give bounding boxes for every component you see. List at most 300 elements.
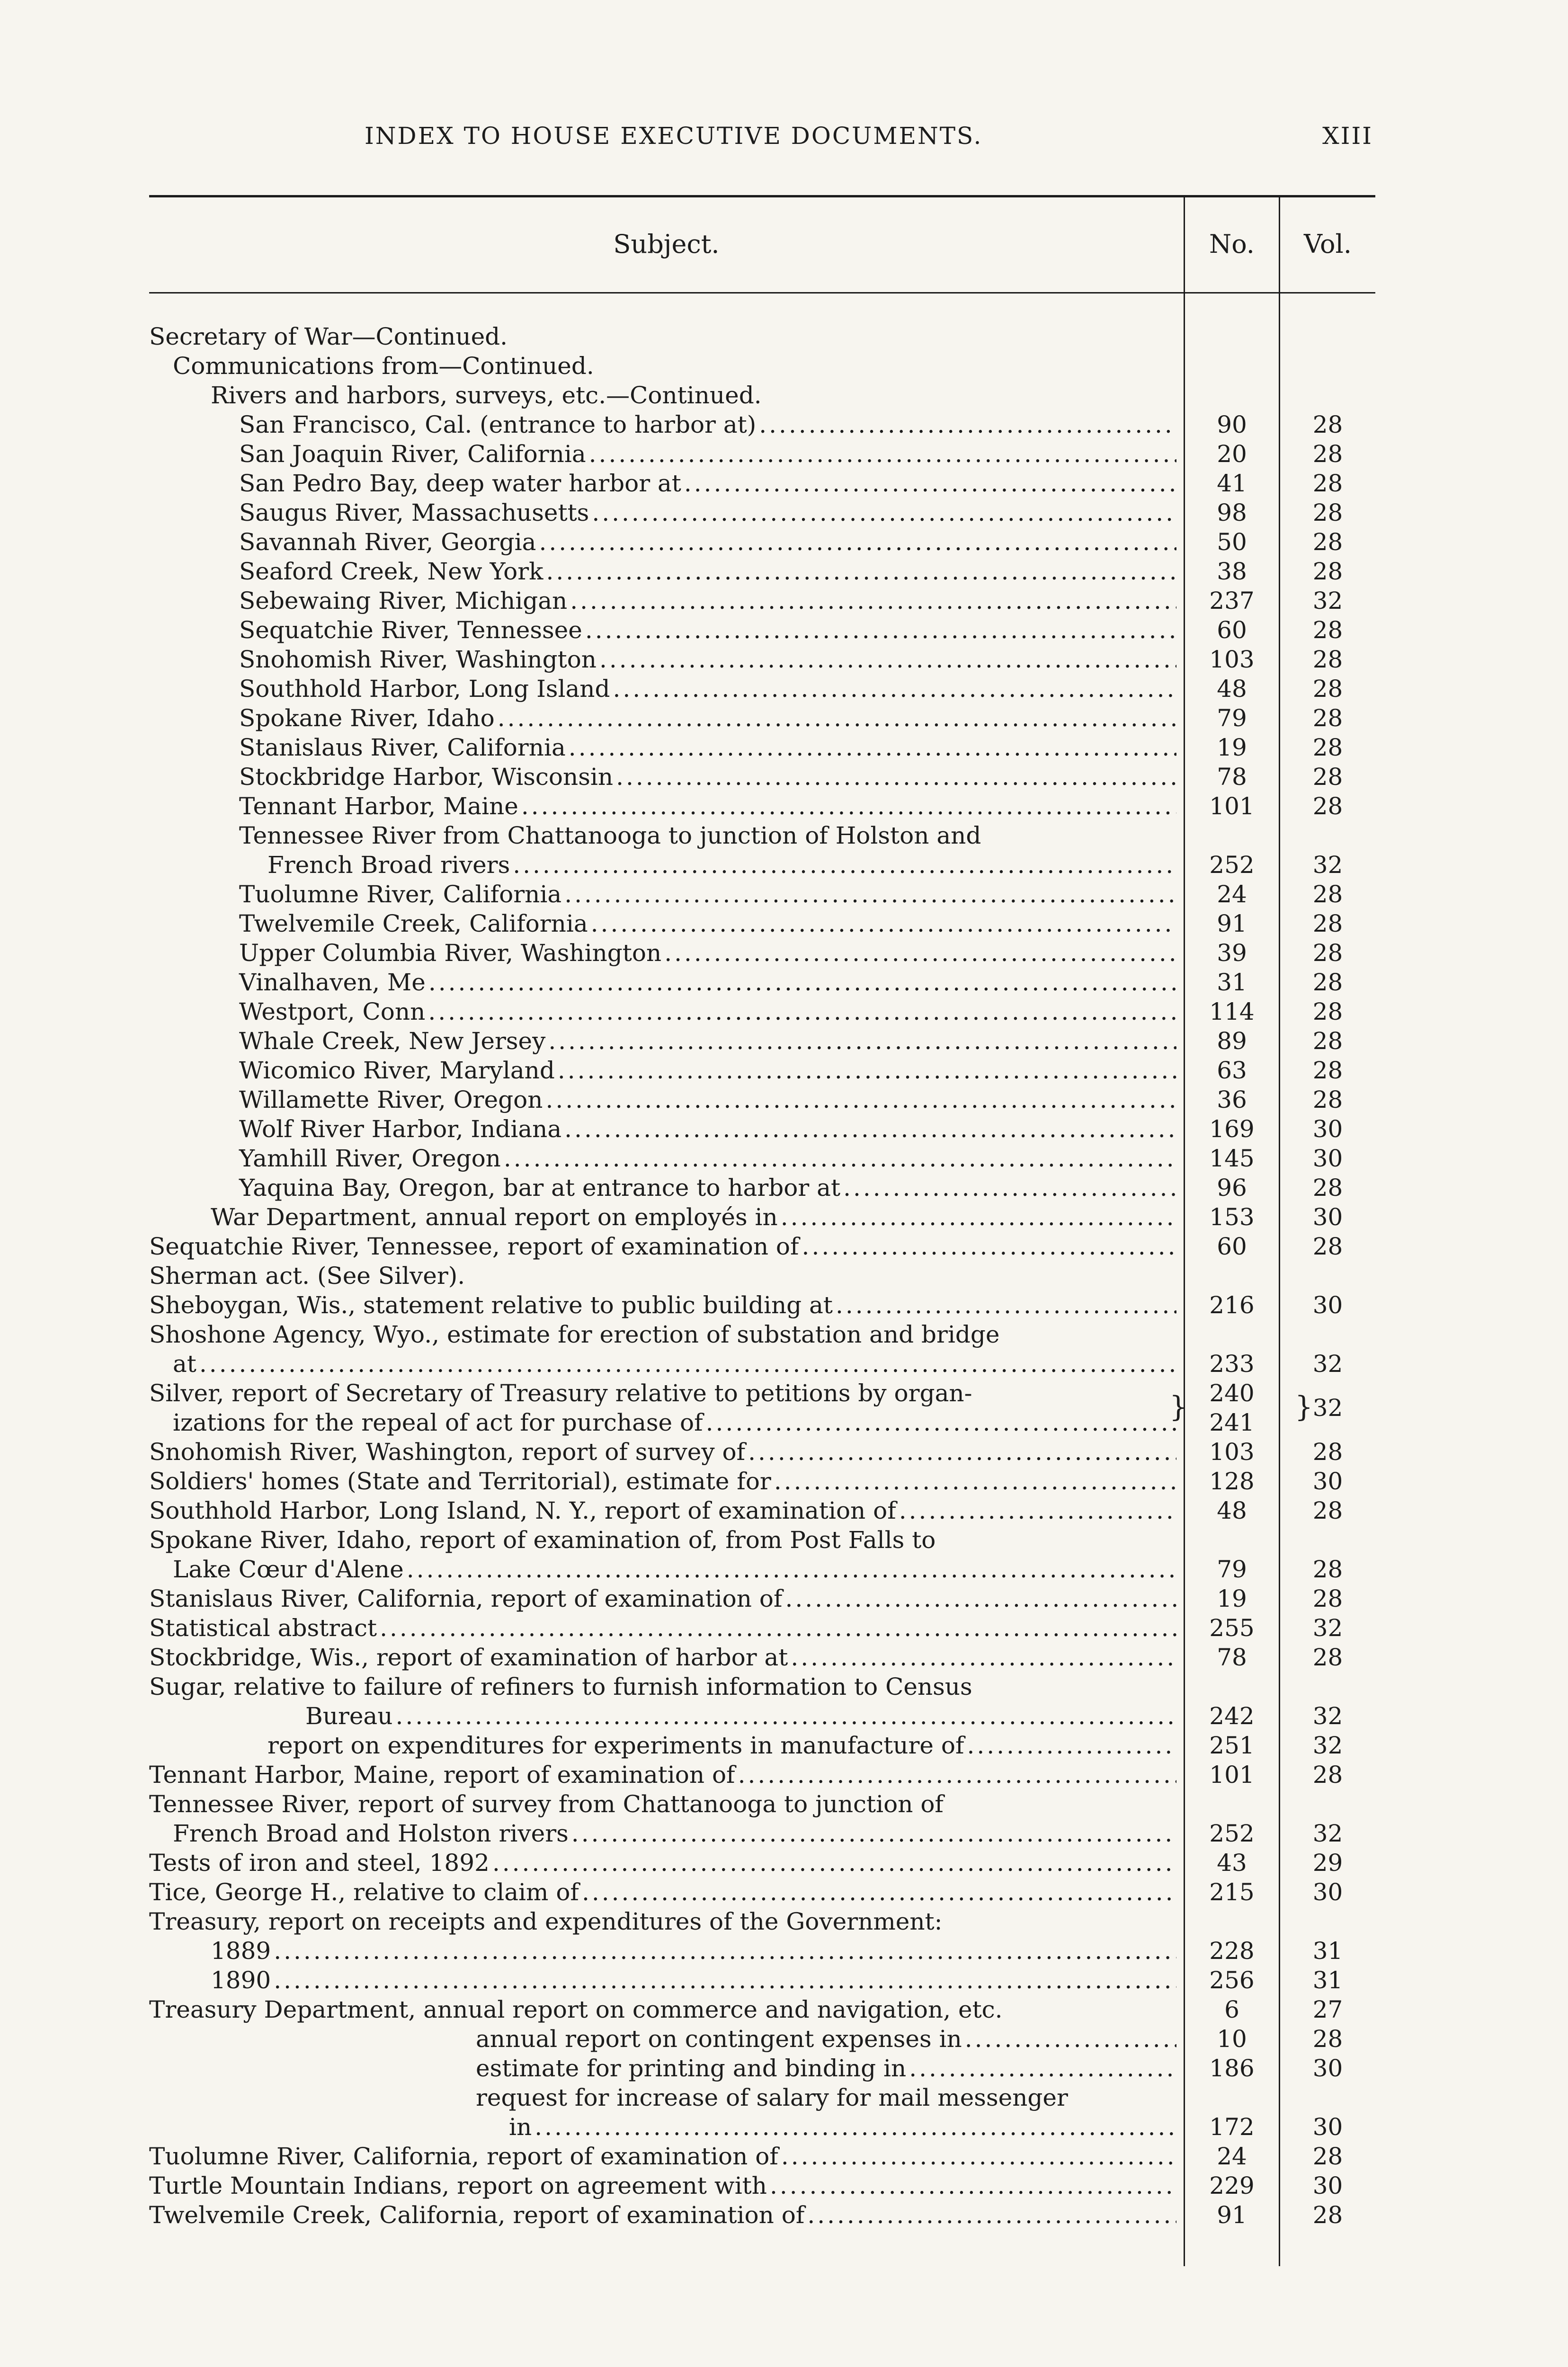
row-document-number: 91 [1217,910,1247,937]
row-subject-text: Tuolumne River, California [239,881,562,908]
row-volume-number: 28 [1312,1585,1343,1612]
row-subject-text: Stanislaus River, California [239,734,566,761]
row-subject [149,1408,1176,1437]
index-row [149,2142,1375,2171]
index-row [149,1525,1375,1555]
row-subject [149,1760,1176,1789]
row-subject [149,733,1176,762]
row-document-number: 255 [1209,1614,1255,1642]
dot-leader [613,762,1176,792]
brace-mark: } [1169,1390,1188,1424]
index-row [149,1731,1375,1760]
row-volume-number: 28 [1312,411,1343,438]
row-document-number: 79 [1217,704,1247,732]
index-row [149,1555,1375,1584]
dot-leader [589,498,1176,527]
dot-leader [804,2200,1176,2230]
index-row [149,322,1375,351]
row-subject-text: Sheboygan, Wis., statement relative to public building at [149,1291,833,1319]
row-subject [149,1701,1176,1731]
row-volume-number: 28 [1312,470,1343,497]
row-subject-text: French Broad and Holston rivers [173,1820,569,1847]
row-subject [149,703,1176,733]
row-document-number: 252 [1209,1820,1255,1847]
row-document-number: 98 [1217,499,1247,526]
row-volume-number: 28 [1312,675,1343,703]
index-row [149,498,1375,527]
row-document-number: 256 [1209,1967,1255,1994]
dot-leader [778,2142,1176,2171]
page-header [147,122,1378,160]
dot-leader [778,1202,1176,1232]
index-row [149,615,1375,645]
row-subject-text: 1889 [211,1937,271,1965]
row-subject [149,1731,1176,1760]
row-subject [149,968,1176,997]
dot-leader [597,645,1176,674]
row-subject [149,1995,1176,2024]
row-volume-number: 31 [1312,1967,1343,1994]
row-subject [149,1789,1176,1819]
index-row [149,351,1375,381]
dot-leader [582,615,1176,645]
row-document-number: 24 [1217,2143,1247,2170]
row-volume-number: 28 [1312,2201,1343,2229]
index-row [149,1907,1375,1936]
index-row [149,1496,1375,1525]
index-row [149,1643,1375,1672]
row-volume-number: 30 [1312,1145,1343,1172]
row-volume-number: 32 [1312,1350,1343,1378]
index-row [149,527,1375,557]
row-subject-text: Tests of iron and steel, 1892 [149,1849,490,1877]
row-volume-number: 28 [1312,616,1343,644]
row-volume-number: 30 [1312,1468,1343,1495]
row-volume-number: 28 [1312,910,1343,937]
row-subject [149,1173,1176,1202]
row-subject-text: Stockbridge, Wis., report of examination of harbor at [149,1644,788,1671]
row-document-number: 89 [1217,1027,1247,1055]
index-row [149,1437,1375,1467]
row-subject [149,1202,1176,1232]
index-row [149,909,1375,938]
row-volume-number: 32 [1312,1394,1343,1422]
row-subject-text: Westport, Conn [239,998,426,1025]
row-document-number: 242 [1209,1702,1255,1730]
row-volume-number: 28 [1312,558,1343,585]
index-row [149,762,1375,792]
row-subject-text: Savannah River, Georgia [239,528,536,556]
row-document-number: 31 [1217,969,1247,996]
row-subject-text: Silver, report of Secretary of Treasury relative to petitions by organ- [149,1379,972,1407]
index-row [149,880,1375,909]
dot-leader [569,1819,1176,1848]
dot-leader [271,1936,1176,1966]
row-subject-text: Tennessee River, report of survey from Chattanooga to junction of [149,1790,944,1818]
index-row [149,1232,1375,1261]
index-row [149,1672,1375,1701]
row-subject-text: Stockbridge Harbor, Wisconsin [239,763,614,791]
row-subject-text: izations for the repeal of act for purchase of [173,1409,703,1436]
row-document-number: 6 [1224,1996,1239,2023]
row-document-number: 63 [1217,1057,1247,1084]
row-subject-text: Upper Columbia River, Washington [239,939,662,967]
row-subject [149,2083,1176,2112]
dot-leader [735,1760,1176,1789]
dot-leader [490,1848,1176,1878]
row-subject-text: Wolf River Harbor, Indiana [239,1115,562,1143]
row-subject [149,674,1176,703]
row-volume-number: 32 [1312,1614,1343,1642]
row-document-number: 90 [1217,411,1247,438]
row-volume-number: 31 [1312,1937,1343,1965]
row-subject-text: Sugar, relative to failure of refiners to furnish information to Census [149,1673,972,1700]
row-subject [149,2024,1176,2054]
index-row [149,2083,1375,2112]
index-row [149,2112,1375,2142]
index-row [149,1114,1375,1144]
row-subject-text: Turtle Mountain Indians, report on agreement with [149,2172,767,2199]
dot-leader [545,1026,1176,1056]
row-volume-number: 28 [1312,763,1343,791]
row-document-number: 153 [1209,1203,1255,1231]
dot-leader [788,1643,1176,1672]
row-subject-text: Tennessee River from Chattanooga to junction of Holston and [239,822,981,849]
row-subject [149,938,1176,968]
row-subject-text: estimate for printing and binding in [476,2055,907,2082]
row-subject [149,498,1176,527]
index-row [149,1467,1375,1496]
row-document-number: 101 [1209,792,1255,820]
row-document-number: 10 [1217,2025,1247,2053]
index-row [149,2024,1375,2054]
dot-leader [543,557,1176,586]
row-volume-number: 28 [1312,881,1343,908]
index-row [149,439,1375,469]
header-rule [149,292,1375,294]
row-document-number: 229 [1209,2172,1255,2199]
row-subject [149,1232,1176,1261]
row-subject [149,1290,1176,1320]
index-row [149,1760,1375,1789]
index-row [149,1789,1375,1819]
row-subject-text: request for increase of salary for mail messenger [476,2084,1068,2111]
row-subject-text: Sebewaing River, Michigan [239,587,568,614]
row-subject-text: report on expenditures for experiments in manufacture of [267,1732,964,1759]
row-subject [149,1643,1176,1672]
dot-leader [196,1349,1176,1379]
index-row [149,1995,1375,2024]
row-document-number: 103 [1209,1438,1255,1466]
row-volume-number: 28 [1312,528,1343,556]
row-subject-text: Treasury Department, annual report on commerce and navigation, etc. [149,1996,1003,2023]
dot-leader [767,2171,1176,2200]
index-row [149,381,1375,410]
row-volume-number: 32 [1312,587,1343,614]
index-row [149,2200,1375,2230]
dot-leader [771,1467,1176,1496]
index-row [149,586,1375,615]
row-subject [149,645,1176,674]
dot-leader [404,1555,1176,1584]
row-volume-number: 30 [1312,1878,1343,1906]
row-document-number: 20 [1217,440,1247,468]
row-subject-text: French Broad rivers [267,851,510,879]
dot-leader [896,1496,1176,1525]
dot-leader [588,909,1176,938]
row-subject [149,1672,1176,1701]
dot-leader [703,1408,1176,1437]
index-row [149,1613,1375,1643]
row-volume-number: 30 [1312,2055,1343,2082]
dot-leader [561,1114,1176,1144]
column-header-no: No. [1209,229,1255,259]
row-volume-number: 30 [1312,1115,1343,1143]
index-row [149,850,1375,880]
row-document-number: 19 [1217,1585,1247,1612]
row-subject-text: Vinalhaven, Me [239,969,426,996]
index-row [149,1966,1375,1995]
row-subject-text: Lake Cœur d'Alene [173,1556,404,1583]
row-subject [149,439,1176,469]
index-row [149,792,1375,821]
row-document-number: 169 [1209,1115,1255,1143]
row-subject [149,880,1176,909]
row-subject-text: Spokane River, Idaho [239,704,495,732]
row-subject [149,1966,1176,1995]
index-row [149,1290,1375,1320]
row-subject [149,1026,1176,1056]
index-row [149,1701,1375,1731]
brace-mark: } [1295,1390,1313,1424]
row-document-number: 172 [1209,2113,1255,2141]
row-volume-number: 28 [1312,1761,1343,1789]
row-volume-number: 28 [1312,2025,1343,2053]
dot-leader [962,2024,1176,2054]
row-subject [149,381,1176,410]
row-document-number: 237 [1209,587,1255,614]
dot-leader [566,733,1176,762]
row-subject-text: Communications from—Continued. [173,352,594,380]
row-volume-number: 28 [1312,792,1343,820]
row-document-number: 60 [1217,616,1247,644]
dot-leader [510,850,1176,880]
row-subject-text: Sherman act. (See Silver). [149,1262,465,1290]
index-row [149,2171,1375,2200]
dot-leader [964,1731,1176,1760]
row-subject [149,1878,1176,1907]
row-volume-number: 28 [1312,939,1343,967]
row-volume-number: 28 [1312,440,1343,468]
row-volume-number: 28 [1312,704,1343,732]
index-row [149,1056,1375,1085]
row-subject [149,1085,1176,1114]
row-subject-text: Spokane River, Idaho, report of examination of, from Post Falls to [149,1526,936,1554]
row-subject-text: War Department, annual report on employés in [211,1203,778,1231]
dot-leader [799,1232,1176,1261]
row-subject [149,850,1176,880]
row-subject-text: Treasury, report on receipts and expenditures of the Government: [149,1908,943,1935]
index-row [149,410,1375,439]
row-subject-text: Wicomico River, Maryland [239,1057,555,1084]
row-volume-number: 30 [1312,1291,1343,1319]
row-subject [149,1349,1176,1379]
row-volume-number: 28 [1312,734,1343,761]
row-volume-number: 28 [1312,1233,1343,1260]
row-subject [149,410,1176,439]
row-document-number: 96 [1217,1174,1247,1201]
row-subject [149,2142,1176,2171]
row-subject-text: annual report on contingent expenses in [476,2025,962,2053]
row-volume-number: 28 [1312,1438,1343,1466]
row-subject [149,615,1176,645]
dot-leader [561,880,1176,909]
index-row [149,1878,1375,1907]
row-document-number: 241 [1209,1409,1255,1436]
row-document-number: 24 [1217,881,1247,908]
row-subject-text: Twelvemile Creek, California [239,910,588,937]
row-document-number: 216 [1209,1291,1255,1319]
dot-leader [567,586,1176,615]
row-subject [149,997,1176,1026]
row-document-number: 79 [1217,1556,1247,1583]
index-row [149,1173,1375,1202]
row-subject [149,821,1176,850]
row-subject-text: 1890 [211,1967,271,1994]
row-subject-text: San Joaquin River, California [239,440,586,468]
row-subject-text: Southhold Harbor, Long Island [239,675,610,703]
row-volume-number: 28 [1312,646,1343,673]
dot-leader [840,1173,1176,1202]
index-row [149,1261,1375,1290]
index-row [149,469,1375,498]
index-row [149,703,1375,733]
index-row [149,1379,1375,1408]
index-row [149,1085,1375,1114]
row-subject [149,351,1176,381]
index-row [149,1320,1375,1349]
row-subject [149,469,1176,498]
dot-leader [745,1437,1176,1467]
dot-leader [425,997,1176,1026]
row-subject [149,1467,1176,1496]
row-volume-number: 30 [1312,2172,1343,2199]
row-subject [149,1437,1176,1467]
index-row [149,557,1375,586]
index-row [149,938,1375,968]
row-document-number: 128 [1209,1468,1255,1495]
row-document-number: 251 [1209,1732,1255,1759]
dot-leader [661,938,1176,968]
row-subject [149,1819,1176,1848]
row-subject-text: Yamhill River, Oregon [239,1145,501,1172]
row-subject [149,1613,1176,1643]
row-document-number: 19 [1217,734,1247,761]
row-volume-number: 30 [1312,1203,1343,1231]
index-rows [149,322,1375,2230]
dot-leader [906,2054,1176,2083]
row-subject-text: Whale Creek, New Jersey [239,1027,546,1055]
row-subject [149,2171,1176,2200]
row-subject [149,2112,1176,2142]
row-subject-text: Tennant Harbor, Maine, report of examination of [149,1761,735,1789]
index-row [149,2054,1375,2083]
index-row [149,1394,1375,1437]
index-row [149,733,1375,762]
row-volume-number: 28 [1312,998,1343,1025]
row-volume-number: 30 [1312,2113,1343,2141]
row-subject-text: Sequatchie River, Tennessee, report of examination of [149,1233,799,1260]
row-subject [149,1056,1176,1085]
row-subject-text: Snohomish River, Washington, report of survey of [149,1438,746,1466]
row-subject [149,1379,1176,1408]
row-document-number: 78 [1217,1644,1247,1671]
row-subject [149,1525,1176,1555]
row-document-number: 186 [1209,2055,1255,2082]
row-subject [149,2054,1176,2083]
row-document-number: 233 [1209,1350,1255,1378]
row-subject [149,762,1176,792]
dot-leader [532,2112,1176,2142]
row-document-number: 103 [1209,646,1255,673]
row-subject-text: Secretary of War—Continued. [149,323,508,350]
row-volume-number: 27 [1312,1996,1343,2023]
row-subject [149,1848,1176,1878]
row-volume-number: 28 [1312,1086,1343,1113]
row-subject [149,1261,1176,1290]
row-subject-text: in [509,2113,532,2141]
row-subject-text: Soldiers' homes (State and Territorial), estimate for [149,1468,771,1495]
row-volume-number: 29 [1312,1849,1343,1877]
row-document-number: 60 [1217,1233,1247,1260]
row-volume-number: 28 [1312,969,1343,996]
index-row [149,1349,1375,1379]
dot-leader [782,1584,1176,1613]
row-volume-number: 32 [1312,1820,1343,1847]
dot-leader [536,527,1176,557]
index-row [149,1144,1375,1173]
dot-leader [833,1290,1176,1320]
row-subject [149,586,1176,615]
row-subject [149,1936,1176,1966]
row-document-number: 50 [1217,528,1247,556]
column-header-vol: Vol. [1304,229,1352,259]
row-subject [149,322,1176,351]
row-volume-number: 32 [1312,1732,1343,1759]
row-subject-text: Yaquina Bay, Oregon, bar at entrance to harbor at [239,1174,841,1201]
row-subject-text: Statistical abstract [149,1614,377,1642]
dot-leader [610,674,1177,703]
row-subject-text: Sequatchie River, Tennessee [239,616,582,644]
row-document-number: 38 [1217,558,1247,585]
row-subject [149,557,1176,586]
row-subject-text: Tice, George H., relative to claim of [149,1878,579,1906]
row-subject [149,1144,1176,1173]
page-number: XIII [1322,122,1373,150]
dot-leader [392,1701,1176,1731]
row-subject [149,527,1176,557]
row-volume-number: 28 [1312,1497,1343,1524]
index-row [149,1848,1375,1878]
row-document-number: 36 [1217,1086,1247,1113]
row-document-number: 240 [1209,1379,1255,1407]
header-title: INDEX TO HOUSE EXECUTIVE DOCUMENTS. [365,122,983,150]
row-volume-number: 28 [1312,1644,1343,1671]
index-row [149,674,1375,703]
dot-leader [426,968,1176,997]
row-subject-text: Tennant Harbor, Maine [239,792,518,820]
row-document-number: 215 [1209,1878,1255,1906]
